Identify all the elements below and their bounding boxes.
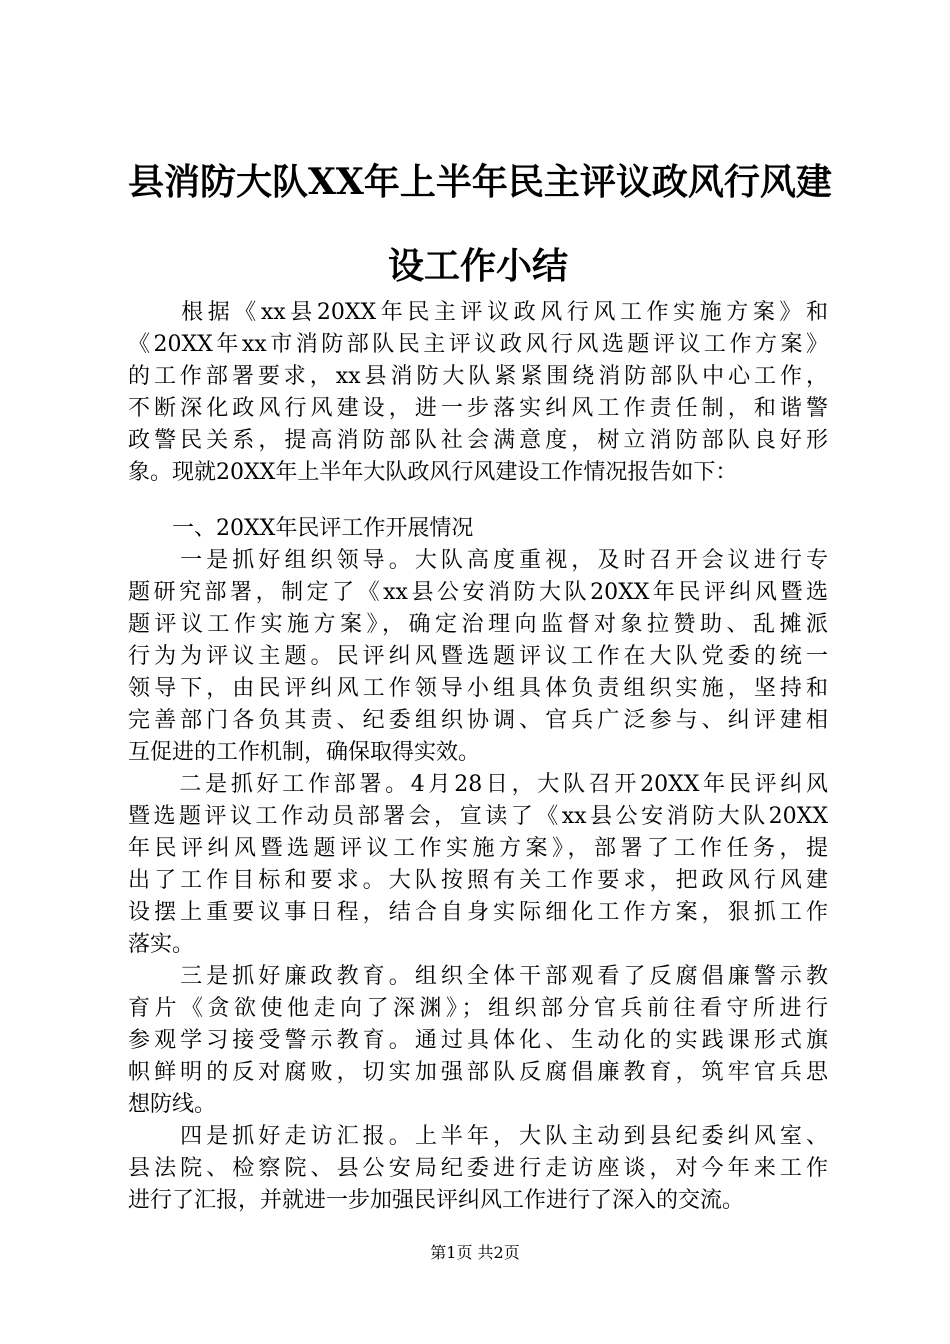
body-line: 四是抓好走访汇报。上半年，大队主动到县纪委纠风室、 xyxy=(128,1124,828,1149)
section-heading: 一、20XX年民评工作开展情况 xyxy=(128,516,474,541)
body-line: 想防线。 xyxy=(128,1092,217,1117)
body-line: 的工作部署要求，xx县消防大队紧紧围绕消防部队中心工作， xyxy=(128,364,828,389)
document-title-line-2: 设工作小结 xyxy=(387,245,568,287)
body-line: 象。现就20XX年上半年大队政风行风建设工作情况报告如下： xyxy=(128,460,738,485)
body-line: 政警民关系，提高消防部队社会满意度，树立消防部队良好形 xyxy=(128,428,828,453)
body-line: 暨选题评议工作动员部署会，宣读了《xx县公安消防大队20XX xyxy=(128,804,828,829)
page-number-footer: 第1页 共2页 xyxy=(430,1243,520,1262)
body-line: 出了工作目标和要求。大队按照有关工作要求，把政风行风建 xyxy=(128,868,828,893)
body-line: 参观学习接受警示教育。通过具体化、生动化的实践课形式旗 xyxy=(128,1028,828,1053)
body-line: 县法院、检察院、县公安局纪委进行走访座谈，对今年来工作 xyxy=(128,1156,828,1181)
body-line: 《20XX年xx市消防部队民主评议政风行风选题评议工作方案》 xyxy=(128,332,828,357)
body-line: 设摆上重要议事日程，结合自身实际细化工作方案，狠抓工作 xyxy=(128,900,828,925)
body-line: 二是抓好工作部署。4月28日，大队召开20XX年民评纠风 xyxy=(128,772,828,797)
body-line: 行为为评议主题。民评纠风暨选题评议工作在大队党委的统一 xyxy=(128,644,828,669)
body-line: 不断深化政风行风建设，进一步落实纠风工作责任制，和谐警 xyxy=(128,396,828,421)
body-line: 年民评纠风暨选题评议工作实施方案》，部署了工作任务，提 xyxy=(128,836,828,861)
body-line: 领导下，由民评纠风工作领导小组具体负责组织实施，坚持和 xyxy=(128,676,828,701)
body-line: 根据《xx县20XX年民主评议政风行风工作实施方案》和 xyxy=(128,300,828,325)
body-line: 三是抓好廉政教育。组织全体干部观看了反腐倡廉警示教 xyxy=(128,964,828,989)
body-line: 互促进的工作机制，确保取得实效。 xyxy=(128,740,481,765)
body-line: 题评议工作实施方案》，确定治理向监督对象拉赞助、乱摊派 xyxy=(128,612,828,637)
body-line: 进行了汇报，并就进一步加强民评纠风工作进行了深入的交流。 xyxy=(128,1188,745,1213)
body-line: 落实。 xyxy=(128,932,195,957)
body-line: 一是抓好组织领导。大队高度重视，及时召开会议进行专 xyxy=(128,548,828,573)
document-title-line-1: 县消防大队XX年上半年民主评议政风行风建 xyxy=(128,161,832,203)
body-line: 帜鲜明的反对腐败，切实加强部队反腐倡廉教育，筑牢官兵思 xyxy=(128,1060,828,1085)
body-line: 育片《贪欲使他走向了深渊》；组织部分官兵前往看守所进行 xyxy=(128,996,828,1021)
body-line: 完善部门各负其责、纪委组织协调、官兵广泛参与、纠评建相 xyxy=(128,708,828,733)
body-line: 题研究部署，制定了《xx县公安消防大队20XX年民评纠风暨选 xyxy=(128,580,828,605)
